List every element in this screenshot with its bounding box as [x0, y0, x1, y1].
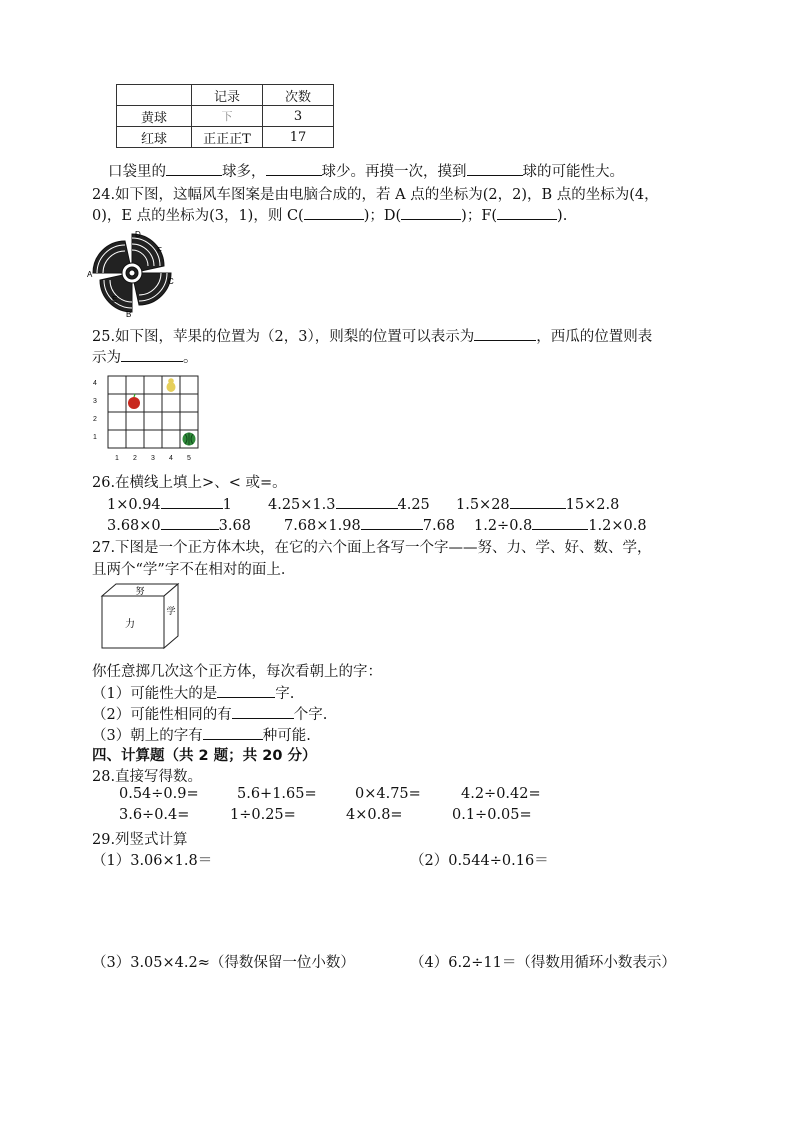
answer-blank[interactable] — [161, 494, 223, 509]
q29-part: （1）3.06×1.8＝ — [92, 853, 213, 869]
q28-item: 0.1÷0.05= — [452, 807, 532, 823]
q28-item: 1÷0.25= — [230, 807, 296, 823]
grid-y-label: 4 — [93, 380, 97, 387]
point-label: C — [168, 277, 174, 286]
q26-item: 3.68×0 3.68 — [107, 515, 251, 534]
table-row — [117, 127, 334, 148]
q27-sub2: （2）可能性相同的有 个字. — [92, 703, 327, 724]
watermelon-icon — [183, 433, 196, 446]
answer-blank[interactable] — [497, 205, 557, 220]
q24-line2: 0)，E 点的坐标为(3，1)，则 C( )；D( )；F( ). — [92, 204, 567, 225]
table-cell: 下 — [192, 106, 263, 127]
answer-blank[interactable] — [266, 161, 322, 176]
answer-blank[interactable] — [166, 161, 222, 176]
q28-item: 0.54÷0.9= — [119, 786, 199, 802]
q23-continuation: 口袋里的 球多， 球少。再摸一次，摸到 球的可能性大。 — [108, 160, 624, 181]
grid-y-label: 3 — [93, 398, 97, 405]
q28-item: 5.6+1.65= — [237, 786, 317, 802]
answer-blank[interactable] — [304, 205, 364, 220]
q24-line1: 24.如下图，这幅风车图案是由电脑合成的，若 A 点的坐标为(2，2)，B 点的坐标为(4， — [92, 187, 659, 203]
q27-sub1: （1）可能性大的是 字. — [92, 682, 294, 703]
answer-blank[interactable] — [401, 205, 461, 220]
q25-line1: 25.如下图，苹果的位置为（2，3），则梨的位置可以表示为 ，西瓜的位置则表 — [92, 325, 652, 346]
windmill-figure — [86, 228, 178, 318]
cube-side-label: 学 — [166, 607, 176, 617]
answer-blank[interactable] — [336, 494, 398, 509]
point-label: E — [112, 295, 118, 304]
table-cell: 黄球 — [117, 106, 192, 127]
point-label: D — [135, 230, 141, 239]
fruit-grid-figure — [88, 372, 204, 462]
table-cell: 17 — [263, 127, 334, 148]
q26-item: 1.2÷0.8 1.2×0.8 — [474, 515, 647, 534]
cube-front-label: 力 — [125, 619, 135, 630]
q26-item: 1×0.94 1 — [107, 494, 232, 513]
q28-item: 4×0.8= — [346, 807, 403, 823]
q29-part: （2）0.544÷0.16＝ — [410, 853, 549, 869]
q27-line1: 27.下图是一个正方体木块，在它的六个面上各写一个字——努、力、学、好、数、学， — [92, 540, 652, 556]
q28-item: 0×4.75= — [355, 786, 421, 802]
table-header-cell: 次数 — [263, 85, 334, 106]
answer-blank[interactable] — [121, 347, 183, 362]
grid-x-label: 2 — [133, 455, 137, 462]
table-cell: 正正正T — [192, 127, 263, 148]
grid-y-label: 2 — [93, 416, 97, 423]
cube-top-label: 努 — [135, 587, 145, 597]
point-label: F — [157, 246, 162, 255]
cube-figure — [100, 582, 182, 652]
grid-y-label: 1 — [93, 434, 97, 441]
answer-blank[interactable] — [232, 704, 294, 719]
table-cell: 红球 — [117, 127, 192, 148]
pear-icon — [167, 378, 176, 392]
q26-item: 7.68×1.98 7.68 — [284, 515, 455, 534]
answer-blank[interactable] — [532, 515, 588, 530]
point-label: A — [87, 270, 93, 279]
q28-item: 3.6÷0.4= — [119, 807, 190, 823]
apple-icon — [128, 394, 140, 409]
q26-item: 1.5×28 15×2.8 — [456, 494, 619, 513]
table-header-cell: 记录 — [192, 85, 263, 106]
q29-part: （4）6.2÷11＝（得数用循环小数表示） — [410, 955, 676, 971]
answer-blank[interactable] — [467, 161, 523, 176]
record-table — [116, 84, 334, 148]
q25-line2: 示为 。 — [92, 346, 198, 367]
grid-x-label: 4 — [169, 455, 173, 462]
table-row — [117, 106, 334, 127]
table-cell: 3 — [263, 106, 334, 127]
answer-blank[interactable] — [510, 494, 566, 509]
q28-item: 4.2÷0.42= — [461, 786, 541, 802]
grid-x-label: 5 — [187, 455, 191, 462]
q28-title: 28.直接写得数。 — [92, 769, 203, 785]
point-label: B — [126, 310, 132, 318]
q27-intro: 你任意掷几次这个正方体，每次看朝上的字： — [92, 664, 382, 680]
q27-line2: 且两个“学”字不在相对的面上． — [92, 562, 296, 578]
answer-blank[interactable] — [217, 683, 275, 698]
q26-item: 4.25×1.3 4.25 — [268, 494, 430, 513]
section-heading: 四、计算题（共 2 题；共 20 分） — [92, 748, 317, 764]
answer-blank[interactable] — [361, 515, 423, 530]
grid-x-label: 1 — [115, 455, 119, 462]
answer-blank[interactable] — [474, 326, 536, 341]
q29-part: （3）3.05×4.2≈（得数保留一位小数） — [92, 955, 355, 971]
q27-sub3: （3）朝上的字有 种可能. — [92, 724, 311, 745]
answer-blank[interactable] — [161, 515, 219, 530]
q29-title: 29.列竖式计算 — [92, 832, 188, 848]
table-header-cell — [117, 85, 192, 106]
grid-x-label: 3 — [151, 455, 155, 462]
answer-blank[interactable] — [203, 725, 263, 740]
q26-title: 26.在横线上填上>、< 或=。 — [92, 475, 287, 491]
